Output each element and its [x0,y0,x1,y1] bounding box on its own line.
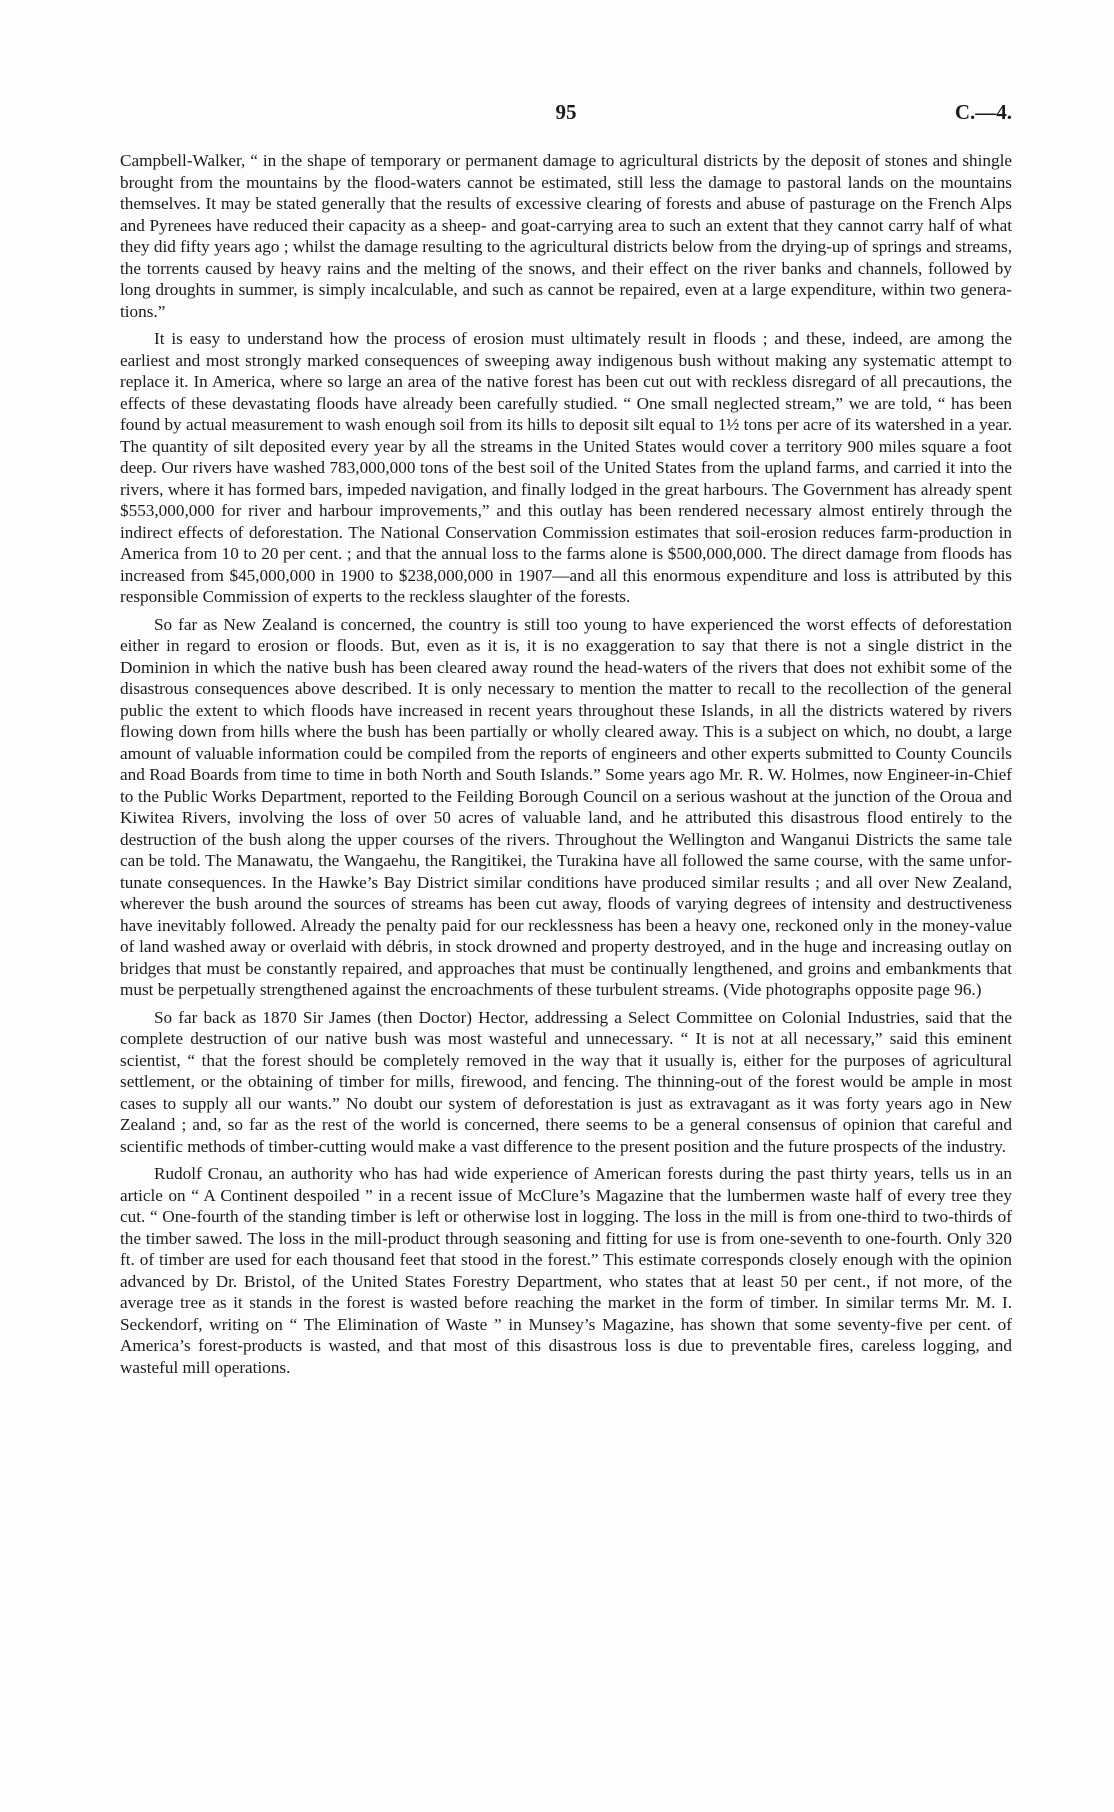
page-number: 95 [555,100,577,124]
paragraph-continuation: Campbell-Walker, “ in the shape of temporary or permanent damage to agricultural districts by the deposit of stones and shingle brought from the mountains by the flood-waters cannot be estimated, still less the damage to pastoral lands on the mountains themselves. It may be stated generally that the results of excessive clearing of forests and abuse of pasturage on the French Alps and Pyrenees have reduced their capacity as a sheep- and goat-carrying area to such an extent that they cannot carry half of what they did fifty years ago ; whilst the damage resulting to the agricultural districts below from the drying-up of springs and streams, the torrents caused by heavy rains and the melting of the snows, and their effect on the river banks and channels, followed by long droughts in summer, is simply incalculable, and such as cannot be repaired, even at a large expenditure, within two generations.” [120,151,1012,321]
body-text [120,150,1012,1384]
paragraph-hector: So far back as 1870 Sir James (then Doctor) Hector, addressing a Select Committee on Colonial Industries, said that the complete destruction of our native bush was most wasteful and unnecessary. “ It is not at all necessary,” said this eminent scientist, “ that the forest should be completely removed in the way that it usually is, either for the purposes of agricultural settlement, or the obtaining of timber for mills, firewood, and fencing. The thinning-out of the forest would be ample in most cases to supply all our wants.” No doubt our system of deforestation is just as extravagant as it was forty years ago in New Zealand ; and, so far as the rest of the world is concerned, there seems to be a general consensus of opinion that careful and scientific methods of timber-cutting would make a vast difference to the present position and the future prospects of the industry. [120,1007,1012,1156]
paragraph-new-zealand: So far as New Zealand is concerned, the country is still too young to have experienced the worst effects of deforestation either in regard to erosion or floods. But, even as it is, it is no exaggeration to say that there is not a single district in the Dominion in which the native bush has been cleared away round the head-waters of the rivers that does not exhibit some of the disastrous consequences above described. It is only necessary to mention the matter to recall to the recollection of the general public the extent to which floods have increased in recent years throughout these Islands, in all the districts watered by rivers flowing down from hills where the bush has been partially or wholly cleared away. This is a subject on which, no doubt, a large amount of valuable information could be compiled from the reports of engineers and other experts submitted to County Councils and Road Boards from time to time in both North and South Islands.” Some years ago Mr. R. W. Holmes, now Engineer-in-Chief to the Public Works Department, reported to the Feilding Borough Council on a serious washout at the junction of the Oroua and Kiwitea Rivers, involving the loss of over 50 acres of valuable land, and he attributed this disastrous flood entirely to the destruction of the bush along the upper courses of the rivers. Throughout the Wellington and Wanganui Districts the same tale can be told. The Manawatu, the Wangaehu, the Rangitikei, the Turakina have all followed the same course, with the same unfortunate consequences. In the Hawke’s Bay District similar conditions have produced similar results ; and all over New Zealand, wherever the bush around the sources of streams has been cut away, floods of varying degrees of intensity and destructiveness have inevitably followed. Already the penalty paid for our recklessness has been a heavy one, reckoned only in the money-value of land washed away or overlaid with débris, in stock drowned and property destroyed, and in the huge and increasing outlay on bridges that must be constantly repaired, and approaches that must be continually lengthened, and groins and embankments that must be perpetually strengthened against the encroachments of these turbulent streams. (Vide photographs opposite page 96.) [120,614,1012,999]
document-reference: C.—4. [954,100,1012,124]
page-header [120,100,1012,130]
paragraph-erosion-floods: It is easy to understand how the process of erosion must ultimately result in floods ; and these, indeed, are among the earliest and most strongly marked consequences of sweeping away indigenous bush without making any systematic attempt to replace it. In America, where so large an area of the native forest has been cut out with reckless disregard of all precautions, the effects of these devastating floods have already been carefully studied. “ One small neglected stream,” we are told, “ has been found by actual measurement to wash enough soil from its hills to deposit silt equal to 1½ tons per acre of its watershed in a year. The quantity of silt deposited every year by all the streams in the United States would cover a territory 900 miles square a foot deep. Our rivers have washed 783,000,000 tons of the best soil of the United States from the upland farms, and carried it into the rivers, where it has formed bars, impeded navigation, and finally lodged in the great harbours. The Government has already spent $553,000,000 for river and harbour improvements,” and this outlay has been rendered necessary almost entirely through the indirect effects of deforestation. The National Conservation Commission estimates that soil-erosion reduces farm-production in America from 10 to 20 per cent. ; and that the annual loss to the farms alone is $500,000,000. The direct damage from floods has increased from $45,000,000 in 1900 to $238,000,000 in 1907—and all this enormous expenditure and loss is attributed by this responsible Commission of experts to the reckless slaughter of the forests. [120,329,1012,606]
paragraph-cronau: Rudolf Cronau, an authority who has had wide experience of American forests during the past thirty years, tells us in an article on “ A Continent despoiled ” in a recent issue of McClure’s Magazine that the lumbermen waste half of every tree they cut. “ One-fourth of the standing timber is left or otherwise lost in logging. The loss in the mill is from one-third to two-thirds of the timber sawed. The loss in the mill-product through seasoning and fitting for use is from one-seventh to one-fourth. Only 320 ft. of timber are used for each thousand feet that stood in the forest.” This estimate corresponds closely enough with the opinion advanced by Dr. Bristol, of the United States Forestry Department, who states that at least 50 per cent., if not more, of the average tree as it stands in the forest is wasted before reaching the market in the form of timber. In similar terms Mr. M. I. Seckendorf, writing on “ The Elimination of Waste ” in Munsey’s Magazine, has shown that some seventy-five per cent. of America’s forest-products is wasted, and that most of this disastrous loss is due to preventable fires, careless logging, and wasteful mill operations. [120,1164,1012,1377]
